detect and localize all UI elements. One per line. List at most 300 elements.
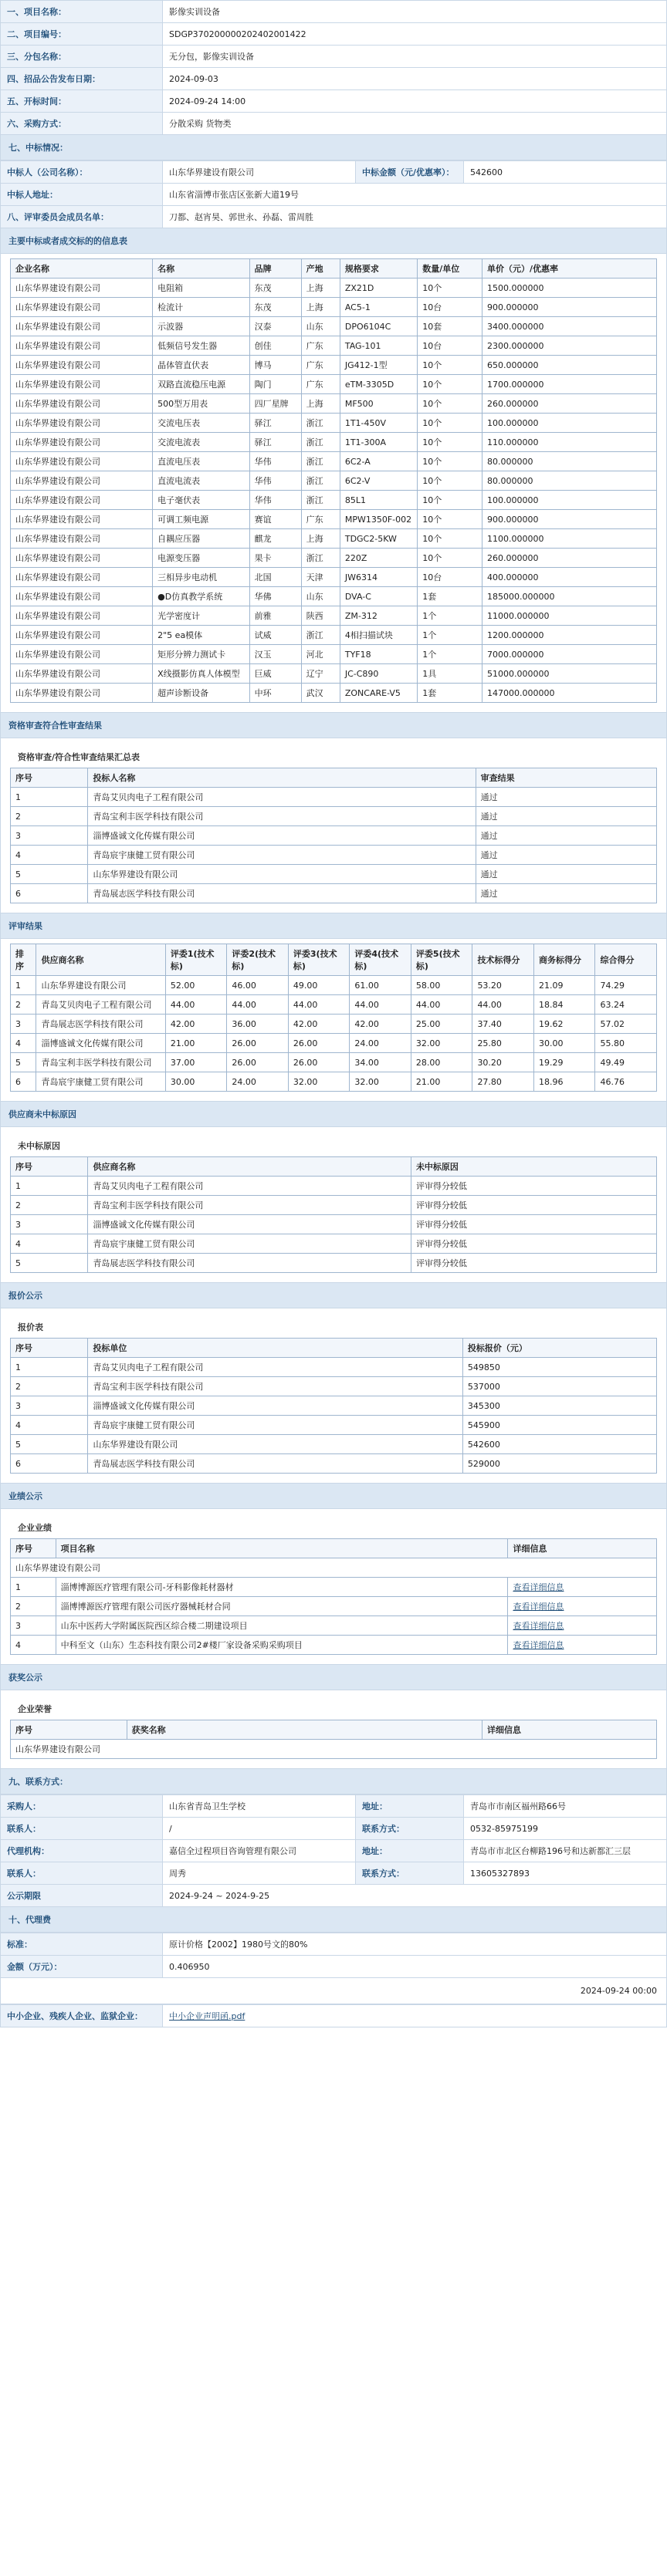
unsuccessful-table — [10, 1156, 657, 1273]
cell: 42.00 — [165, 1015, 227, 1034]
info-row — [1, 90, 667, 113]
cell: 37.00 — [165, 1053, 227, 1072]
fee-amount-label: 金额（万元）： — [1, 1956, 163, 1978]
cell: 巨威 — [249, 664, 301, 684]
cell: 山东 — [301, 317, 340, 336]
cell: 山东华界建设有限公司 — [11, 664, 153, 684]
cell: 四厂星牌 — [249, 394, 301, 414]
cell: 浙江 — [301, 433, 340, 452]
cell: 上海 — [301, 529, 340, 549]
cell: 900.000000 — [482, 298, 656, 317]
contact-row — [1, 1818, 667, 1840]
cell: 华佛 — [249, 587, 301, 606]
cell: 3 — [11, 1616, 56, 1636]
cell: 辽宁 — [301, 664, 340, 684]
score-row — [11, 1015, 657, 1034]
cell: 广东 — [301, 375, 340, 394]
award-header: 详细信息 — [482, 1720, 657, 1740]
cell: 山东华界建设有限公司 — [11, 471, 153, 491]
cell: 147000.000000 — [482, 684, 656, 703]
info-value: 2024-09-24 14:00 — [163, 90, 667, 113]
cell: 山东华界建设有限公司 — [11, 491, 153, 510]
goods-row — [11, 491, 657, 510]
cell: 4 — [11, 1636, 56, 1655]
perf-detail-link[interactable]: 查看详细信息 — [508, 1636, 657, 1655]
contact-value: 嘉信全过程项目咨询管理有限公司 — [163, 1840, 356, 1862]
qual-header: 序号 — [11, 768, 88, 788]
cell: 100.000000 — [482, 491, 656, 510]
winner-value: 山东华界建设有限公司 — [163, 161, 356, 184]
cell: 46.76 — [595, 1072, 657, 1092]
score-header: 评委1(技术标) — [165, 944, 227, 976]
cell: 42.00 — [350, 1015, 411, 1034]
info-value: 影像实训设备 — [163, 1, 667, 23]
goods-row — [11, 529, 657, 549]
goods-row — [11, 587, 657, 606]
cell: 25.80 — [472, 1034, 534, 1053]
cell: JG412-1型 — [340, 356, 417, 375]
cell: MF500 — [340, 394, 417, 414]
performance-box — [0, 1509, 667, 1665]
cell: 中科至文（山东）生态科技有限公司2#楼厂家设备采购采购项目 — [56, 1636, 508, 1655]
qual-row — [11, 846, 657, 865]
cell: 山东 — [301, 587, 340, 606]
quote-row — [11, 1454, 657, 1474]
sme-file-link[interactable]: 中小企业声明函.pdf — [169, 2011, 245, 2021]
goods-row — [11, 433, 657, 452]
info-label: 三、分包名称： — [1, 46, 163, 68]
info-row — [1, 113, 667, 135]
performance-table — [10, 1538, 657, 1655]
cell: 山东华界建设有限公司 — [11, 414, 153, 433]
cell: 32.00 — [350, 1072, 411, 1092]
cell: 1 — [11, 788, 88, 807]
cell: 青岛宝利丰医学科技有限公司 — [36, 1053, 165, 1072]
cell: 超声诊断设备 — [153, 684, 250, 703]
cell: 山东华界建设有限公司 — [11, 606, 153, 626]
winner-label: 中标人（公司名称）： — [1, 161, 163, 184]
contact-table — [0, 1794, 667, 1907]
contact-label: 联系人： — [1, 1862, 163, 1885]
awards-subtitle: 企业荣誉 — [18, 1704, 52, 1714]
cell: 评审得分较低 — [411, 1177, 656, 1196]
period-label: 公示期限 — [1, 1885, 163, 1907]
goods-header: 数量/单位 — [418, 259, 482, 279]
fee-standard-label: 标准： — [1, 1933, 163, 1956]
cell: 广东 — [301, 356, 340, 375]
contact-row — [1, 1862, 667, 1885]
cell: 淄博盛诚文化传媒有限公司 — [88, 826, 476, 846]
unsuccessful-title: 供应商未中标原因 — [0, 1102, 667, 1127]
qual-header: 审查结果 — [476, 768, 656, 788]
score-header: 评委2(技术标) — [227, 944, 289, 976]
qual-row — [11, 807, 657, 826]
quote-row — [11, 1377, 657, 1396]
perf-row — [11, 1616, 657, 1636]
info-label: 六、采购方式： — [1, 113, 163, 135]
perf-detail-link[interactable]: 查看详细信息 — [508, 1578, 657, 1597]
cell: 24.00 — [350, 1034, 411, 1053]
committee-value: 刀都、赵宵昊、郭世永、孙磊、雷周胜 — [163, 206, 667, 228]
quote-header: 投标报价（元） — [462, 1339, 656, 1358]
goods-row — [11, 645, 657, 664]
cell: 10个 — [418, 394, 482, 414]
score-row — [11, 1053, 657, 1072]
cell: JW6314 — [340, 568, 417, 587]
goods-header: 企业名称 — [11, 259, 153, 279]
cell: 山东华界建设有限公司 — [11, 510, 153, 529]
cell: 260.000000 — [482, 549, 656, 568]
cell: 30.20 — [472, 1053, 534, 1072]
cell: 1500.000000 — [482, 279, 656, 298]
cell: 10个 — [418, 549, 482, 568]
perf-company: 山东华界建设有限公司 — [11, 1558, 657, 1578]
cell: 74.29 — [595, 976, 657, 995]
cell: ZX21D — [340, 279, 417, 298]
cell: 53.20 — [472, 976, 534, 995]
cell: 21.09 — [533, 976, 595, 995]
cell: 山东华界建设有限公司 — [11, 626, 153, 645]
cell: 山东华界建设有限公司 — [11, 298, 153, 317]
contact-row — [1, 1795, 667, 1818]
amount-value: 542600 — [464, 161, 667, 184]
cell: 通过 — [476, 826, 656, 846]
cell: 河北 — [301, 645, 340, 664]
contact-value: 13605327893 — [464, 1862, 667, 1885]
award-header: 序号 — [11, 1720, 127, 1740]
cell: 通过 — [476, 846, 656, 865]
quote-row — [11, 1358, 657, 1377]
cell: 山东中医药大学附属医院西区综合楼二期建设项目 — [56, 1616, 508, 1636]
cell: 55.80 — [595, 1034, 657, 1053]
goods-row — [11, 568, 657, 587]
info-value: 分散采购 货物类 — [163, 113, 667, 135]
cell: 山东华界建设有限公司 — [11, 394, 153, 414]
goods-row — [11, 336, 657, 356]
cell: 通过 — [476, 884, 656, 903]
agent-fee-title: 十、代理费 — [0, 1907, 667, 1933]
cell: 淄博博源医疗管理有限公司医疗器械耗材合同 — [56, 1597, 508, 1616]
cell: 10个 — [418, 510, 482, 529]
goods-row — [11, 684, 657, 703]
perf-row — [11, 1597, 657, 1616]
cell: 直流电压表 — [153, 452, 250, 471]
cell: 26.00 — [227, 1053, 289, 1072]
cell: 天津 — [301, 568, 340, 587]
cell: 542600 — [462, 1435, 656, 1454]
cell: 汉泰 — [249, 317, 301, 336]
cell: 7000.000000 — [482, 645, 656, 664]
cell: 18.84 — [533, 995, 595, 1015]
uns-row — [11, 1254, 657, 1273]
quotes-table — [10, 1338, 657, 1474]
cell: ●D仿真教学系统 — [153, 587, 250, 606]
cell: 2 — [11, 1377, 88, 1396]
perf-group-row — [11, 1558, 657, 1578]
cell: 2300.000000 — [482, 336, 656, 356]
goods-row — [11, 510, 657, 529]
cell: 49.00 — [288, 976, 350, 995]
cell: 21.00 — [165, 1034, 227, 1053]
cell: 24.00 — [227, 1072, 289, 1092]
cell: 矩形分辨力测试卡 — [153, 645, 250, 664]
cell: 37.40 — [472, 1015, 534, 1034]
cell: 1 — [11, 976, 36, 995]
cell: 549850 — [462, 1358, 656, 1377]
cell: 3 — [11, 1215, 88, 1234]
cell: 山东华界建设有限公司 — [11, 452, 153, 471]
cell: 6C2-A — [340, 452, 417, 471]
cell: 低频信号发生器 — [153, 336, 250, 356]
cell: 陶门 — [249, 375, 301, 394]
cell: 上海 — [301, 394, 340, 414]
awards-company: 山东华界建设有限公司 — [11, 1740, 657, 1759]
uns-header: 供应商名称 — [88, 1157, 411, 1177]
award-header: 获奖名称 — [127, 1720, 482, 1740]
quotes-title: 报价公示 — [0, 1283, 667, 1308]
cell: 山东华界建设有限公司 — [11, 433, 153, 452]
cell: 1套 — [418, 684, 482, 703]
cell: 青岛艾贝肉电子工程有限公司 — [88, 1177, 411, 1196]
cell: 650.000000 — [482, 356, 656, 375]
cell: 三相异步电动机 — [153, 568, 250, 587]
cell: 80.000000 — [482, 452, 656, 471]
cell: 山东华界建设有限公司 — [11, 568, 153, 587]
cell: 可调工频电源 — [153, 510, 250, 529]
cell: 110.000000 — [482, 433, 656, 452]
perf-detail-link[interactable]: 查看详细信息 — [508, 1597, 657, 1616]
goods-row — [11, 664, 657, 684]
awards-table — [10, 1720, 657, 1759]
goods-row — [11, 414, 657, 433]
perf-detail-link[interactable]: 查看详细信息 — [508, 1616, 657, 1636]
cell: 5 — [11, 1053, 36, 1072]
cell: 博马 — [249, 356, 301, 375]
cell: 345300 — [462, 1396, 656, 1416]
cell: 26.00 — [227, 1034, 289, 1053]
contact-label: 联系人： — [1, 1818, 163, 1840]
cell: 北国 — [249, 568, 301, 587]
cell: 山东华界建设有限公司 — [11, 375, 153, 394]
cell: 3 — [11, 1015, 36, 1034]
uns-row — [11, 1177, 657, 1196]
score-header: 评委4(技术标) — [350, 944, 411, 976]
unsuccessful-box — [0, 1127, 667, 1283]
scores-table — [10, 944, 657, 1092]
info-row — [1, 46, 667, 68]
cell: 900.000000 — [482, 510, 656, 529]
cell: 华伟 — [249, 491, 301, 510]
cell: 淄博盛诚文化传媒有限公司 — [88, 1396, 462, 1416]
cell: 山东华界建设有限公司 — [11, 356, 153, 375]
cell: 32.00 — [288, 1072, 350, 1092]
cell: 6 — [11, 1454, 88, 1474]
cell: TAG-101 — [340, 336, 417, 356]
cell: ZONCARE-V5 — [340, 684, 417, 703]
cell: 6 — [11, 884, 88, 903]
cell: 85L1 — [340, 491, 417, 510]
cell: 前雅 — [249, 606, 301, 626]
info-label: 一、项目名称： — [1, 1, 163, 23]
cell: 汉玉 — [249, 645, 301, 664]
cell: 山东华界建设有限公司 — [11, 684, 153, 703]
scores-title: 评审结果 — [0, 913, 667, 939]
cell: 青岛展志医学科技有限公司 — [88, 1454, 462, 1474]
cell: 试威 — [249, 626, 301, 645]
cell: 青岛宝利丰医学科技有限公司 — [88, 807, 476, 826]
cell: 52.00 — [165, 976, 227, 995]
quotes-subtitle: 报价表 — [18, 1322, 43, 1332]
cell: 1个 — [418, 645, 482, 664]
cell: 10个 — [418, 279, 482, 298]
contact-row — [1, 1840, 667, 1862]
cell: 1套 — [418, 587, 482, 606]
cell: 2 — [11, 1597, 56, 1616]
cell: 545900 — [462, 1416, 656, 1435]
score-header: 排序 — [11, 944, 36, 976]
cell: 果卡 — [249, 549, 301, 568]
cell: 44.00 — [227, 995, 289, 1015]
qual-header: 投标人名称 — [88, 768, 476, 788]
goods-row — [11, 626, 657, 645]
score-header: 技术标得分 — [472, 944, 534, 976]
cell: 示波器 — [153, 317, 250, 336]
cell: 驿江 — [249, 414, 301, 433]
cell: 青岛展志医学科技有限公司 — [88, 884, 476, 903]
cell: 27.80 — [472, 1072, 534, 1092]
cell: 61.00 — [350, 976, 411, 995]
cell: 淄博盛诚文化传媒有限公司 — [88, 1215, 411, 1234]
quote-header: 序号 — [11, 1339, 88, 1358]
cell: 山东华界建设有限公司 — [11, 549, 153, 568]
cell: 上海 — [301, 279, 340, 298]
cell: 上海 — [301, 298, 340, 317]
cell: 山东华界建设有限公司 — [11, 587, 153, 606]
performance-title: 业绩公示 — [0, 1484, 667, 1509]
qual-row — [11, 788, 657, 807]
uns-header: 未中标原因 — [411, 1157, 656, 1177]
cell: 1具 — [418, 664, 482, 684]
cell: 晶体管直伏表 — [153, 356, 250, 375]
cell: 11000.000000 — [482, 606, 656, 626]
perf-row — [11, 1578, 657, 1597]
cell: 双路直流稳压电源 — [153, 375, 250, 394]
cell: 34.00 — [350, 1053, 411, 1072]
cell: 6 — [11, 1072, 36, 1092]
cell: 44.00 — [472, 995, 534, 1015]
cell: 青岛宝利丰医学科技有限公司 — [88, 1377, 462, 1396]
cell: 华伟 — [249, 471, 301, 491]
goods-header: 产地 — [301, 259, 340, 279]
project-info-table — [0, 0, 667, 135]
cell: 1个 — [418, 626, 482, 645]
cell: 东茂 — [249, 279, 301, 298]
cell: 山东华界建设有限公司 — [88, 1435, 462, 1454]
cell: 32.00 — [411, 1034, 472, 1053]
cell: 10个 — [418, 529, 482, 549]
goods-row — [11, 298, 657, 317]
cell: 36.00 — [227, 1015, 289, 1034]
cell: 4 — [11, 1234, 88, 1254]
cell: 1T1-450V — [340, 414, 417, 433]
cell: 10个 — [418, 471, 482, 491]
cell: 广东 — [301, 336, 340, 356]
cell: 6C2-V — [340, 471, 417, 491]
cell: TYF18 — [340, 645, 417, 664]
score-row — [11, 995, 657, 1015]
section7-title: 七、中标情况： — [0, 135, 667, 160]
contact-value: 周秀 — [163, 1862, 356, 1885]
cell: 10个 — [418, 433, 482, 452]
fee-standard-value: 原计价格【2002】1980号文的80% — [163, 1933, 667, 1956]
goods-row — [11, 356, 657, 375]
cell: 30.00 — [533, 1034, 595, 1053]
cell: 自耦应压器 — [153, 529, 250, 549]
fee-amount-value: 0.406950 — [163, 1956, 667, 1978]
cell: eTM-3305D — [340, 375, 417, 394]
quote-row — [11, 1435, 657, 1454]
cell: 浙江 — [301, 491, 340, 510]
cell: 山东华界建设有限公司 — [11, 317, 153, 336]
cell: 4 — [11, 846, 88, 865]
contact-label: 联系方式： — [356, 1862, 464, 1885]
cell: 青岛宸宇康健工贸有限公司 — [88, 846, 476, 865]
agent-fee-table — [0, 1933, 667, 1978]
cell: 电阻箱 — [153, 279, 250, 298]
score-header: 评委3(技术标) — [288, 944, 350, 976]
cell: 青岛展志医学科技有限公司 — [36, 1015, 165, 1034]
cell: 1 — [11, 1358, 88, 1377]
cell: 57.02 — [595, 1015, 657, 1034]
cell: 青岛宝利丰医学科技有限公司 — [88, 1196, 411, 1215]
goods-row — [11, 606, 657, 626]
cell: 驿江 — [249, 433, 301, 452]
cell: 44.00 — [350, 995, 411, 1015]
cell: 淄博博源医疗管理有限公司-牙科影像耗材器材 — [56, 1578, 508, 1597]
cell: 80.000000 — [482, 471, 656, 491]
perf-header: 项目名称 — [56, 1539, 508, 1558]
cell: 220Z — [340, 549, 417, 568]
info-row — [1, 1, 667, 23]
quotes-box — [0, 1308, 667, 1484]
cell: 赛谊 — [249, 510, 301, 529]
cell: 3400.000000 — [482, 317, 656, 336]
goods-header: 单价（元）/优惠率 — [482, 259, 656, 279]
cell: 10个 — [418, 452, 482, 471]
contact-label: 代理机构： — [1, 1840, 163, 1862]
cell: 28.00 — [411, 1053, 472, 1072]
cell: 武汉 — [301, 684, 340, 703]
cell: 浙江 — [301, 452, 340, 471]
cell: 1200.000000 — [482, 626, 656, 645]
cell: 山东华界建设有限公司 — [11, 279, 153, 298]
uns-row — [11, 1196, 657, 1215]
cell: 检流计 — [153, 298, 250, 317]
info-label: 四、招品公告发布日期： — [1, 68, 163, 90]
goods-row — [11, 452, 657, 471]
cell: 46.00 — [227, 976, 289, 995]
goods-table — [10, 258, 657, 703]
score-row — [11, 1072, 657, 1092]
info-value: SDGP370200000202402001422 — [163, 23, 667, 46]
cell: 中环 — [249, 684, 301, 703]
cell: 5 — [11, 865, 88, 884]
info-value: 无分包，影像实训设备 — [163, 46, 667, 68]
scores-box — [0, 939, 667, 1102]
cell: 1100.000000 — [482, 529, 656, 549]
contact-label: 地址： — [356, 1795, 464, 1818]
contact-value: 山东省青岛卫生学校 — [163, 1795, 356, 1818]
